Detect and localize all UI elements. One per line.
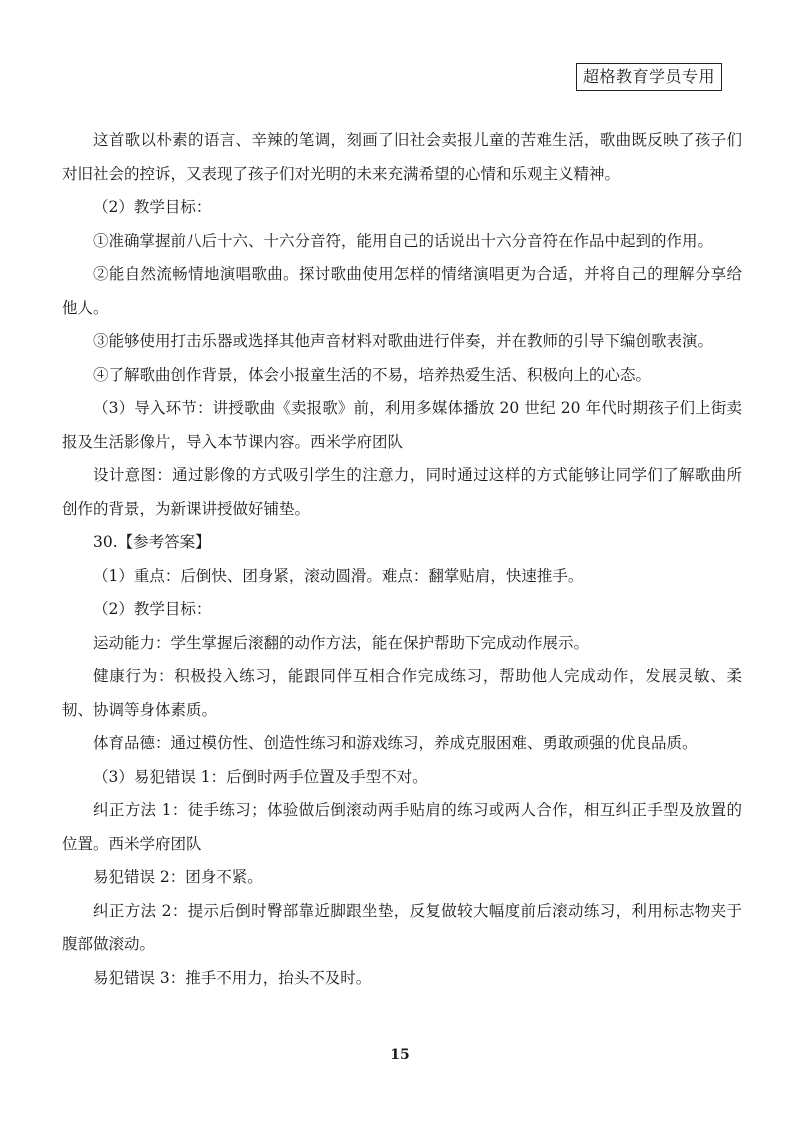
paragraph: （2）教学目标：: [93, 198, 212, 216]
paragraph: （1）重点：后倒快、团身紧，滚动圆滑。难点：翻掌贴肩，快速推手。: [93, 566, 584, 585]
paragraph: ②能自然流畅情地演唱歌曲。探讨歌曲使用怎样的情绪演唱更为合适，并将自己的理解分享给他人。: [62, 265, 742, 317]
paragraph: ①准确掌握前八后十六、十六分音符，能用自己的话说出十六分音符在作品中起到的作用。: [93, 231, 714, 250]
paragraph: 体育品德：通过模仿性、创造性练习和游戏练习，养成克服困难、勇敢顽强的优良品质。: [93, 734, 698, 752]
document-body: [62, 124, 742, 995]
paragraph: ③能够使用打击乐器或选择其他声音材料对歌曲进行伴奏，并在教师的引导下编创歌表演。: [93, 332, 714, 350]
section-heading: 30.【参考答案】: [93, 533, 211, 551]
paragraph: （3）易犯错误 1：后倒时两手位置及手型不对。: [93, 767, 428, 786]
paragraph: 运动能力：学生掌握后滚翻的动作方法，能在保护帮助下完成动作展示。: [93, 633, 590, 652]
paragraph: 这首歌以朴素的语言、辛辣的笔调，刻画了旧社会卖报儿童的苦难生活，歌曲既反映了孩子们对旧社会的控诉，又表现了孩子们对光明的未来充满希望的心情和乐观主义精神。: [62, 131, 742, 183]
paragraph: 设计意图：通过影像的方式吸引学生的注意力，同时通过这样的方式能够让同学们了解歌曲所创作的背景，为新课讲授做好铺垫。: [62, 466, 742, 518]
paragraph: 易犯错误 2：团身不紧。: [93, 868, 263, 886]
paragraph: 易犯错误 3：推手不用力，抬头不及时。: [93, 968, 372, 987]
paragraph: ④了解歌曲创作背景，体会小报童生活的不易，培养热爱生活、积极向上的心态。: [93, 365, 652, 384]
paragraph: （3）导入环节：讲授歌曲《卖报歌》前，利用多媒体播放 20 世纪 20 年代时期孩子们上街卖报及生活影像片，导入本节课内容。西米学府团队: [62, 399, 742, 451]
paragraph: 纠正方法 2：提示后倒时臀部靠近脚跟坐垫，反复做较大幅度前后滚动练习，利用标志物夹于腹部做滚动。: [62, 901, 742, 953]
paragraph: （2）教学目标：: [93, 600, 212, 618]
page-number: 15: [390, 1047, 410, 1063]
paragraph: 纠正方法 1：徒手练习；体验做后倒滚动两手贴肩的练习或两人合作，相互纠正手型及放置的位置。西米学府团队: [62, 801, 742, 853]
paragraph: 健康行为：积极投入练习，能跟同伴互相合作完成练习，帮助他人完成动作，发展灵敏、柔韧、协调等身体素质。: [62, 667, 742, 719]
header-tag: 超格教育学员专用: [576, 63, 722, 91]
